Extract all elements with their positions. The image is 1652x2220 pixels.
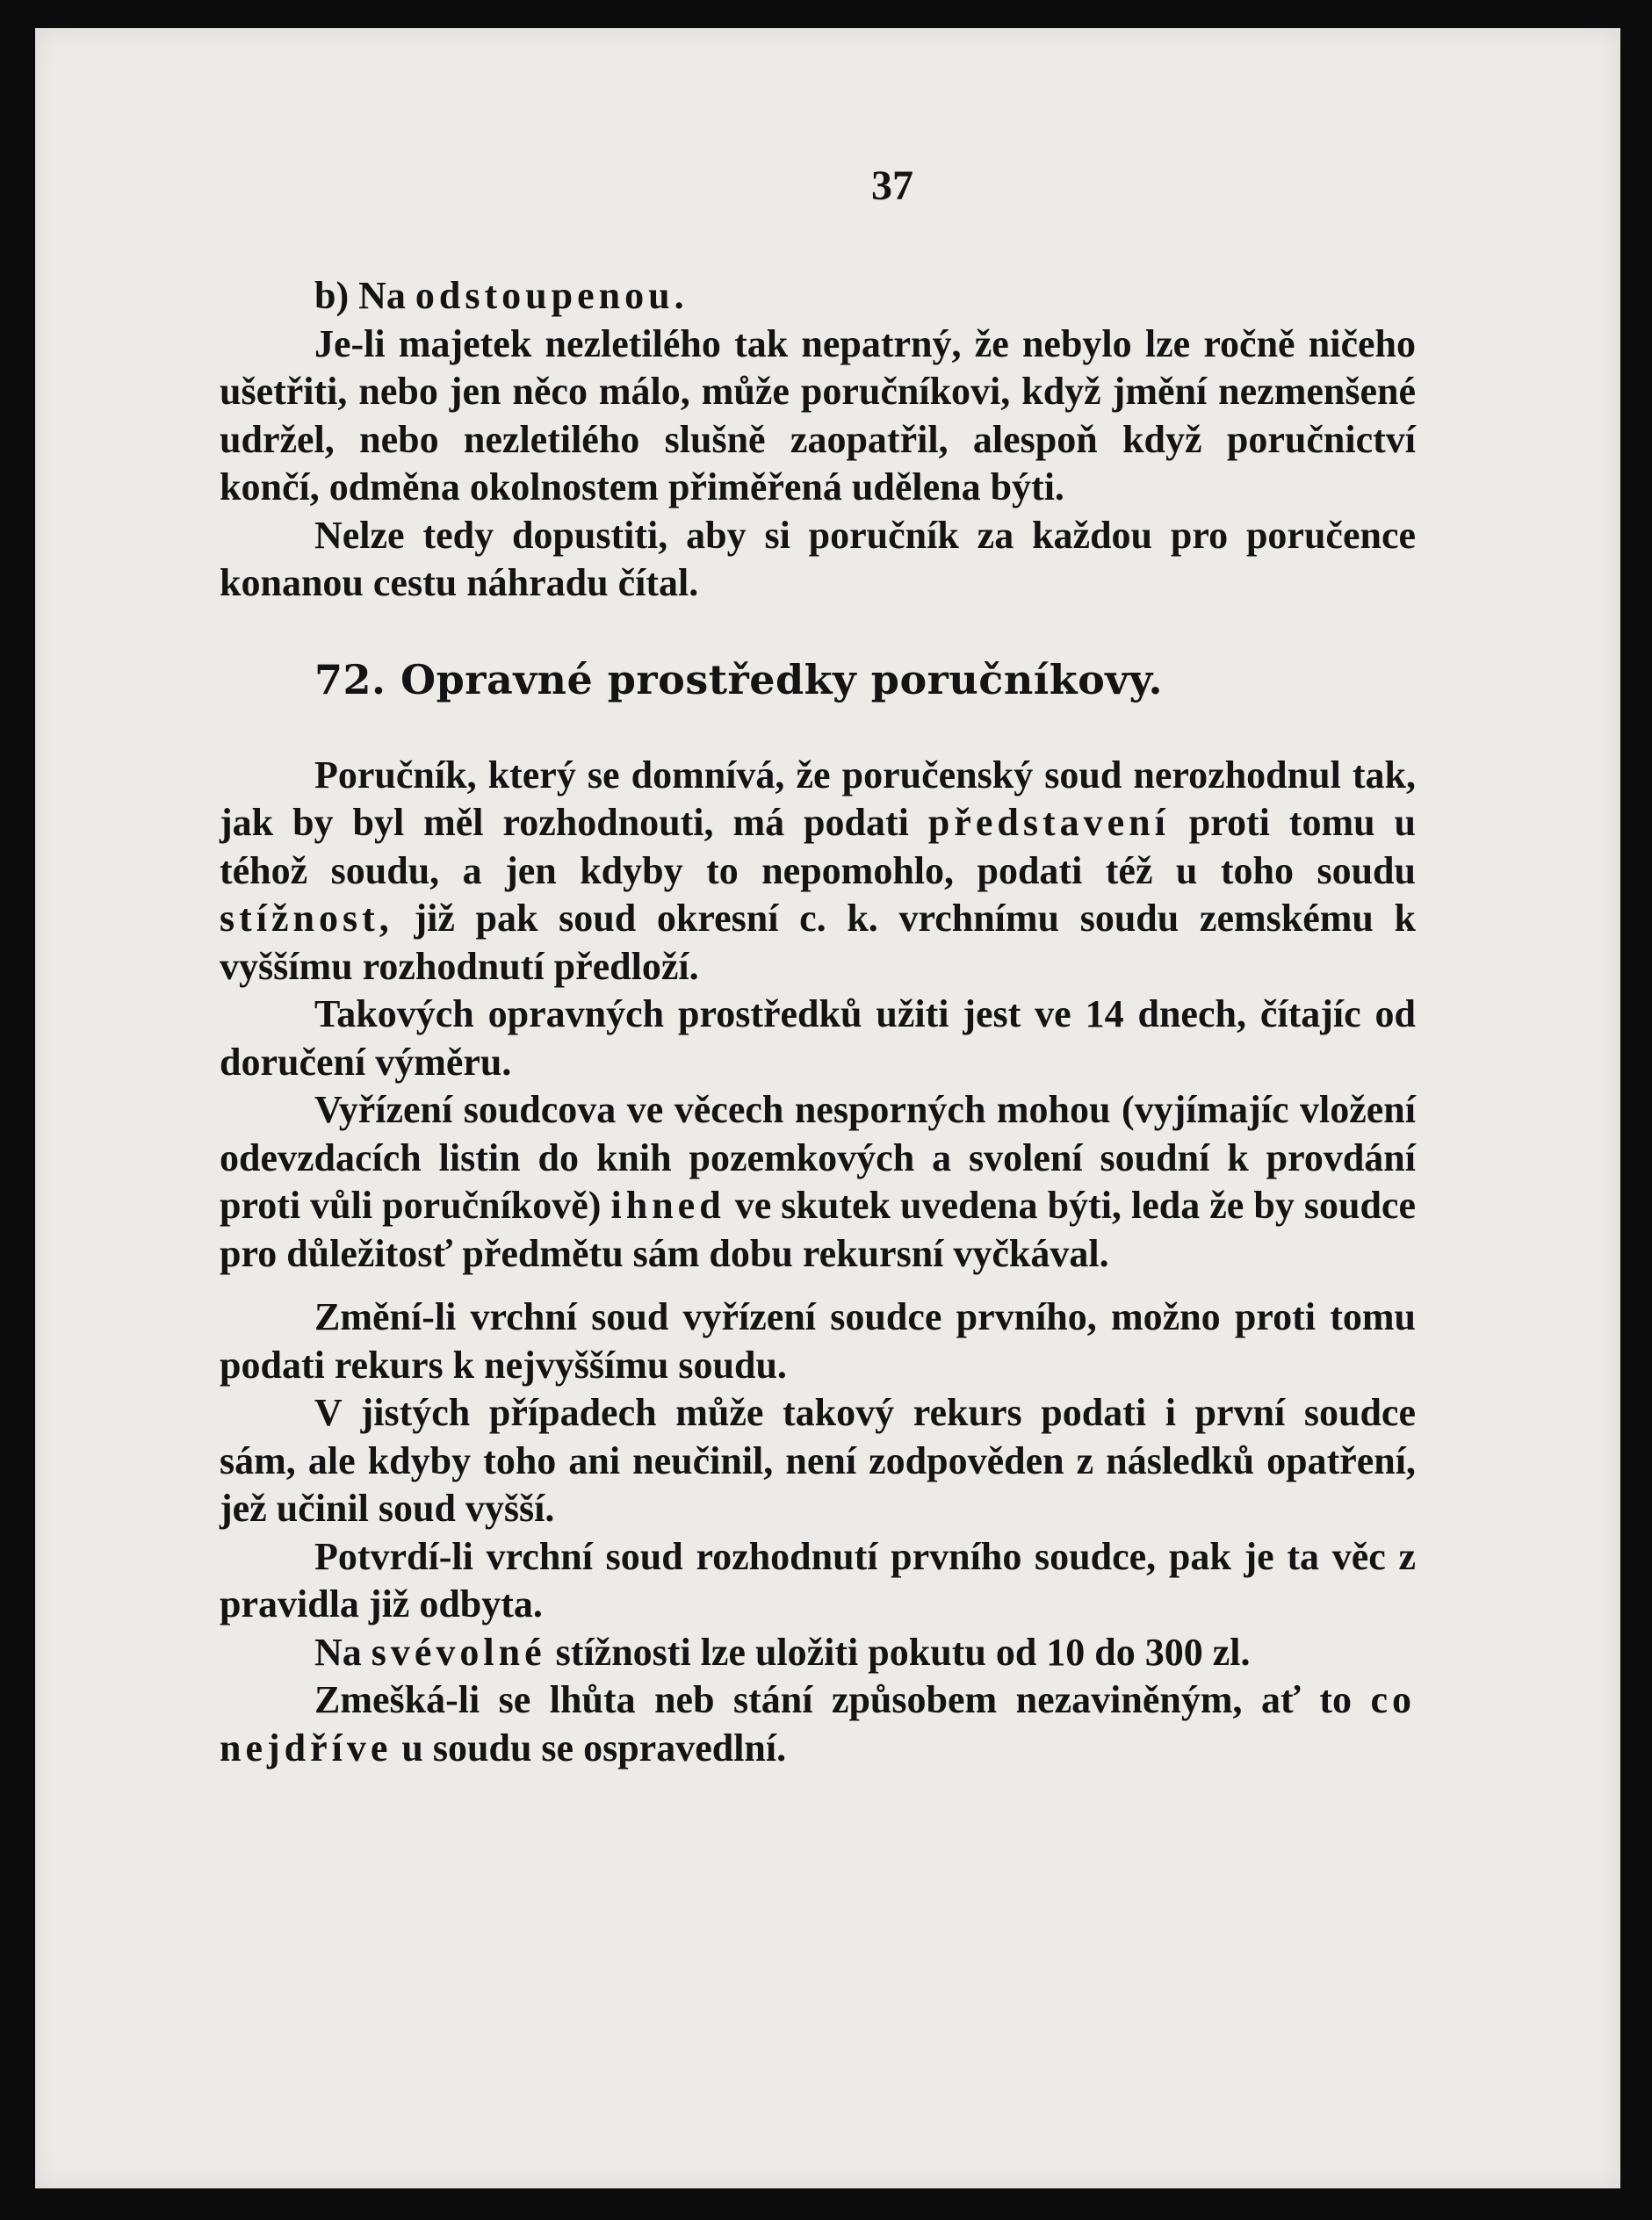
p7-emphasis: svévolné <box>371 1630 546 1674</box>
p1-text-c: již pak soud okresní c. k. vrchnímu soudu zemskému k vyššímu rozhodnutí předloží. <box>220 897 1417 988</box>
section-72-paragraph-1 <box>220 752 1416 991</box>
p8-text-a: Zmešká-li se lhůta neb stání způsobem nezaviněným, ať to <box>314 1678 1353 1721</box>
page-text <box>220 160 1416 1772</box>
p3-text-b: ve skutek uvedena býti, leda že by soudce pro důležitosť předmětu sám dobu rekursní vyčkával. <box>220 1184 1416 1275</box>
section-b-paragraph-2: Nelze tedy dopustiti, aby si poručník za každou pro poručence konanou cestu náhradu čítal. <box>220 513 1416 604</box>
p8-emphasis-2: nejdříve <box>220 1726 393 1770</box>
p7-text-a: Na <box>314 1630 362 1674</box>
p3-emphasis: ihned <box>610 1184 725 1227</box>
section-b-title <box>220 272 1416 321</box>
section-72-heading: 72. Opravné prostředky poručníkovy. <box>314 655 1163 703</box>
section-72-paragraph-6: Potvrdí-li vrchní soud rozhodnutí prvního soudce, pak je ta věc z pravidla již odbyta. <box>220 1534 1416 1625</box>
p1-text-a: Poručník, který se domnívá, že poručenský soud nerozhodnul tak, jak by byl měl rozhodnouti, má podati <box>220 753 1416 844</box>
section-72-paragraph-4: Změní-li vrchní soud vyřízení soudce prvního, možno proti tomu podati rekurs k nejvyššímu soudu. <box>220 1295 1416 1387</box>
p8-text-b: u soudu se ospravedlní. <box>401 1726 787 1770</box>
section-72-paragraph-5: V jistých případech může takový rekurs podati i první soudce sám, ale kdyby toho ani neučinil, není zodpověden z následků opatření, jež učinil soud vyšší. <box>220 1391 1416 1530</box>
p8-emphasis-1: co <box>1370 1678 1417 1721</box>
section-72-paragraph-7 <box>220 1629 1416 1677</box>
book-page <box>35 28 1620 2188</box>
p1-emphasis-1: představení <box>927 801 1170 844</box>
section-72-paragraph-2: Takových opravných prostředků užiti jest ve 14 dnech, čítajíc od doručení výměru. <box>220 992 1416 1084</box>
p1-text-b: proti tomu u téhož soudu, a jen kdyby to nepomohlo, podati též u toho soudu <box>220 801 1417 892</box>
page-number: 37 <box>871 162 913 209</box>
section-72-paragraph-8 <box>220 1676 1416 1772</box>
section-b-label: b) Na <box>314 274 406 317</box>
p1-emphasis-2: stížnost, <box>220 897 393 940</box>
section-b-paragraph-1: Je-li majetek nezletilého tak nepatrný, že nebylo lze ročně ničeho ušetřiti, nebo jen něco málo, může poručníkovi, když jmění nezmenšené udržel, nebo nezletilého slušně zaopatřil, alespoň když poručnictví končí, odměna okolnostem přiměřená udělena býti. <box>220 321 1416 508</box>
section-b-title-spaced: odstoupenou. <box>415 274 689 317</box>
section-72-paragraph-3 <box>220 1086 1416 1278</box>
p7-text-b: stížnosti lze uložiti pokutu od 10 do 300 zl. <box>555 1630 1251 1674</box>
p3-text-a: Vyřízení soudcova ve věcech nesporných mohou (vyjímajíc vložení odevzdacích listin do knih pozemkových a svolení soudní k provdání proti vůli poručníkově) <box>220 1088 1416 1227</box>
